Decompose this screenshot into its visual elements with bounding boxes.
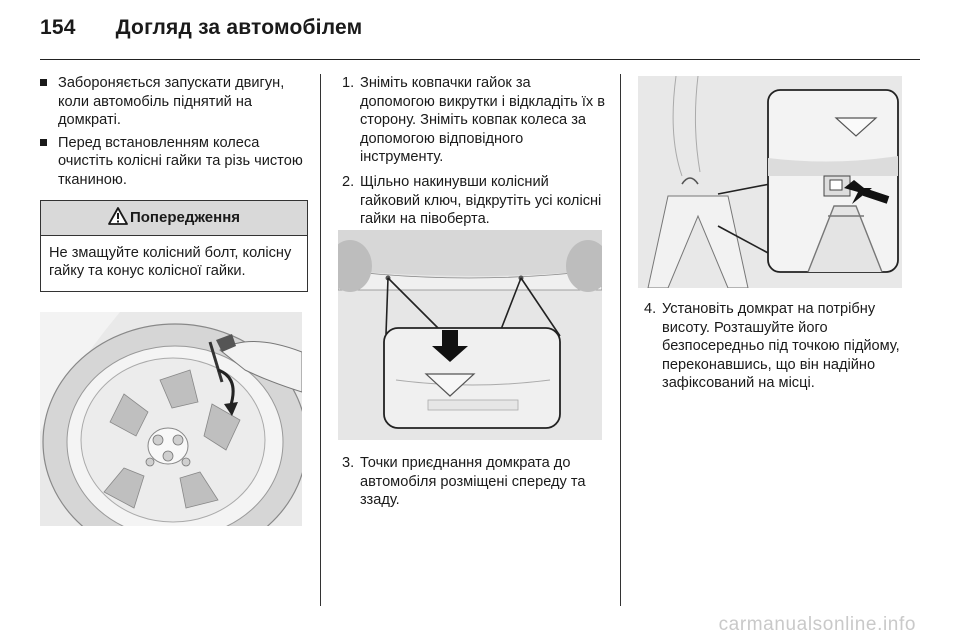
step-text: Установіть домкрат на потрібну висоту. Розташуйте його безпосередньо під точкою підйому, переконавшись, що він надійно зафіксований на місці. [662,301,900,392]
column-1 [40,74,308,292]
warning-title: Попередження [129,208,241,226]
page-number: 154 [40,16,76,39]
warning-box [40,200,308,292]
step-number: 1. [342,75,355,91]
wheel-cover-illustration [40,312,302,526]
watermark: carmanualsonline.info [718,614,916,635]
bullet-item [40,74,308,130]
step-text: Зніміть ковпачки гайок за допомогою викрутки і відкладіть їх в сторону. Зніміть ковпак колеса за допомогою відповідного інструменту. [360,75,605,166]
step-item [338,173,606,229]
step-text: Щільно накинувши колісний гайковий ключ, відкрутіть усі колісні гайки на півоберта. [360,173,602,228]
column-divider-1 [320,74,321,606]
column-2-lower [338,454,606,516]
bullet-square [40,139,47,146]
warning-triangle-icon [108,207,128,225]
step-item [338,454,606,510]
step-item [338,74,606,167]
column-2 [338,74,606,235]
bullet-item [40,134,308,190]
step-number: 2. [342,173,355,190]
step-item [640,300,908,393]
bullet-square [40,79,47,86]
page-title: Догляд за автомобілем [115,16,363,39]
bullet-text: Забороняється запускати двигун, коли автомобіль піднятий на домкраті. [58,75,285,129]
step-number: 4. [644,301,657,317]
column-divider-2 [620,74,621,606]
header-rule [40,59,920,60]
bullet-text: Перед встановленням колеса очистіть колісні гайки та різь чистою тканиною. [58,134,303,188]
column-3-lower [640,300,908,399]
warning-header [41,201,307,236]
warning-text: Не змащуйте колісний болт, колісну гайку та конус колісної гайки. [49,244,292,280]
step-number: 3. [342,455,355,471]
page-header [40,16,362,40]
jack-placement-illustration [638,76,902,288]
jacking-point-illustration [338,230,602,440]
step-text: Точки приєднання домкрата до автомобіля розміщені спереду та ззаду. [360,455,586,509]
